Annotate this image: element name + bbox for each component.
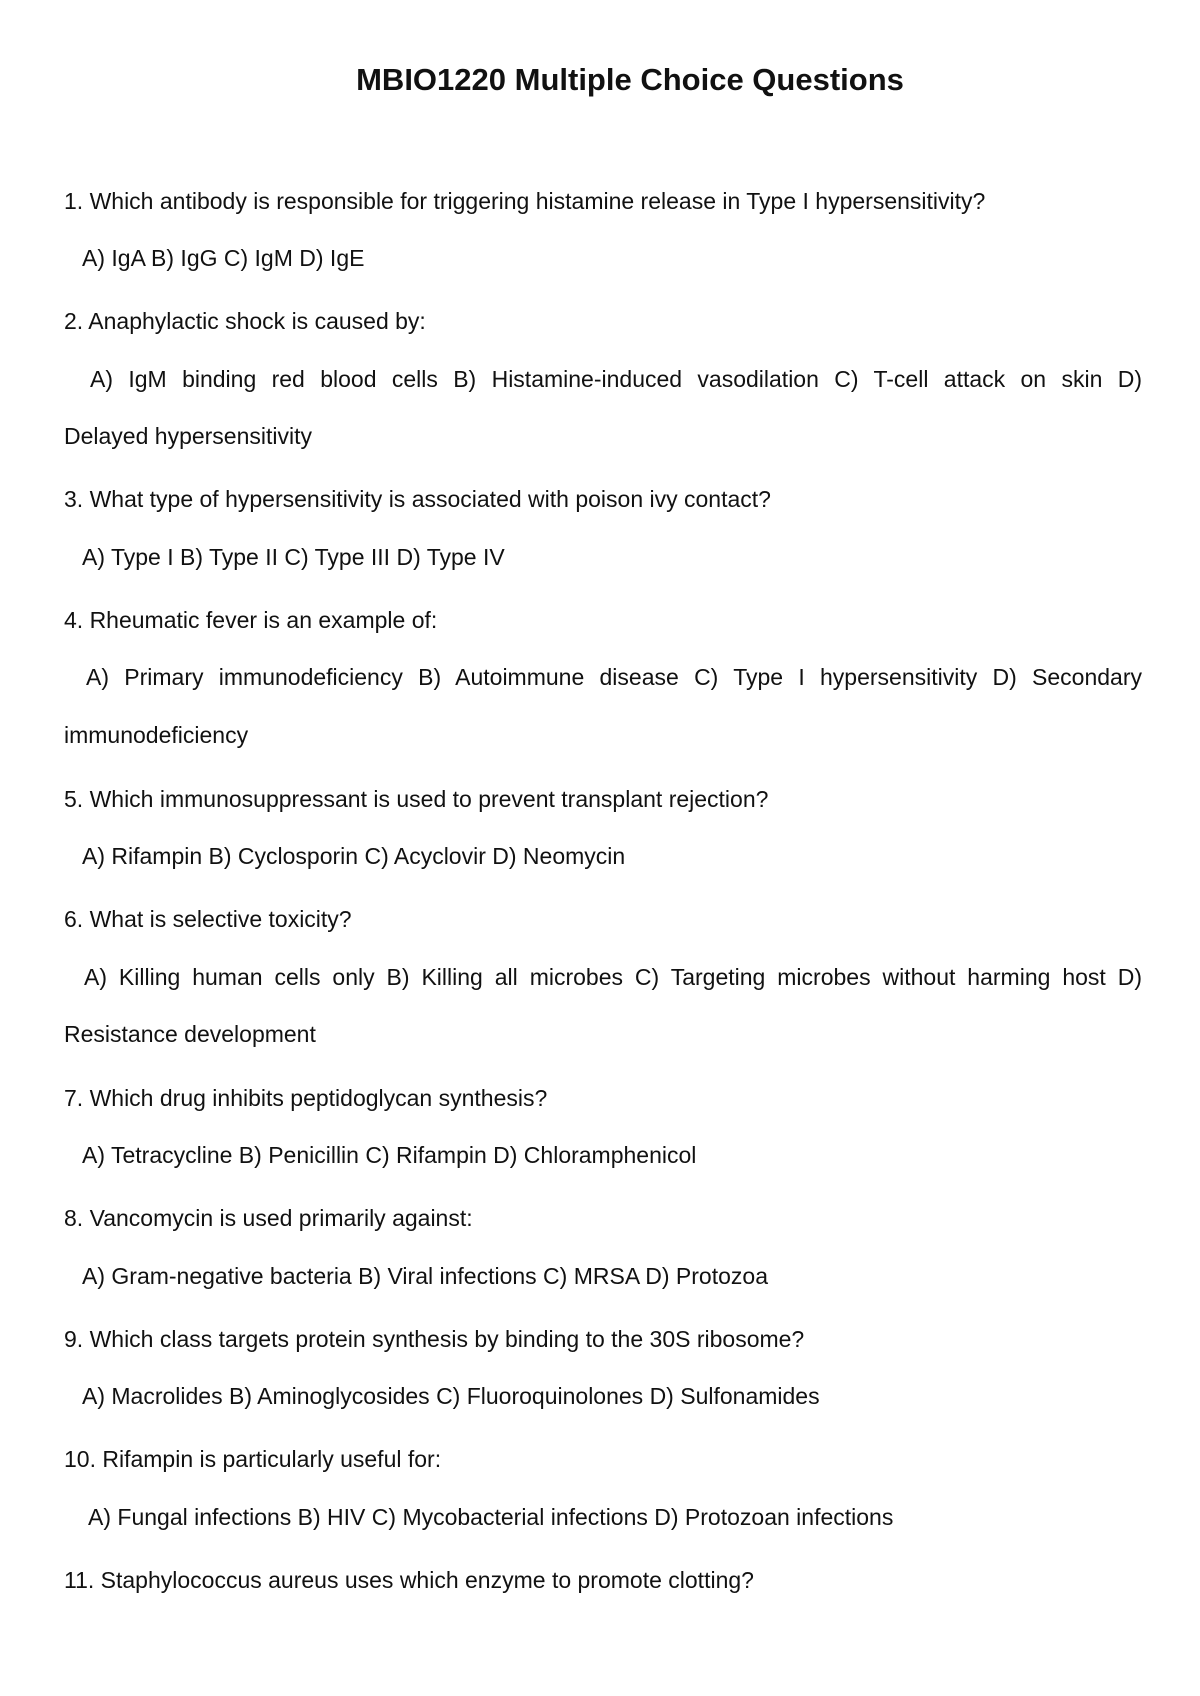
question-4: 4. Rheumatic fever is an example of: bbox=[64, 607, 438, 633]
question-4-options: A) Primary immunodeficiency B) Autoimmune disease C) Type I hypersensitivity D) Secondary bbox=[86, 664, 1142, 690]
question-8-options: A) Gram-negative bacteria B) Viral infections C) MRSA D) Protozoa bbox=[82, 1263, 768, 1289]
question-7-options: A) Tetracycline B) Penicillin C) Rifampin D) Chloramphenicol bbox=[82, 1142, 697, 1168]
question-4-options-continued: immunodeficiency bbox=[64, 722, 249, 748]
question-1: 1. Which antibody is responsible for triggering histamine release in Type I hypersensitivity? bbox=[64, 188, 986, 214]
question-11: 11. Staphylococcus aureus uses which enzyme to promote clotting? bbox=[64, 1567, 754, 1593]
question-9-options: A) Macrolides B) Aminoglycosides C) Fluoroquinolones D) Sulfonamides bbox=[82, 1383, 820, 1409]
question-2: 2. Anaphylactic shock is caused by: bbox=[64, 308, 426, 334]
question-1-options: A) IgA B) IgG C) IgM D) IgE bbox=[82, 245, 365, 271]
question-2-options-continued: Delayed hypersensitivity bbox=[64, 423, 313, 449]
question-3: 3. What type of hypersensitivity is associated with poison ivy contact? bbox=[64, 486, 771, 512]
question-6-options: A) Killing human cells only B) Killing all microbes C) Targeting microbes without harming host D) bbox=[84, 964, 1142, 990]
question-3-options: A) Type I B) Type II C) Type III D) Type IV bbox=[82, 544, 505, 570]
question-7: 7. Which drug inhibits peptidoglycan synthesis? bbox=[64, 1085, 548, 1111]
question-5: 5. Which immunosuppressant is used to prevent transplant rejection? bbox=[64, 786, 769, 812]
question-5-options: A) Rifampin B) Cyclosporin C) Acyclovir D) Neomycin bbox=[82, 843, 626, 869]
question-9: 9. Which class targets protein synthesis by binding to the 30S ribosome? bbox=[64, 1326, 805, 1352]
question-6-options-continued: Resistance development bbox=[64, 1021, 316, 1047]
question-8: 8. Vancomycin is used primarily against: bbox=[64, 1205, 473, 1231]
page-title: MBIO1220 Multiple Choice Questions bbox=[356, 62, 904, 97]
question-10-options: A) Fungal infections B) HIV C) Mycobacterial infections D) Protozoan infections bbox=[88, 1504, 894, 1530]
question-2-options: A) IgM binding red blood cells B) Histamine-induced vasodilation C) T-cell attack on skin D) bbox=[90, 366, 1142, 392]
question-10: 10. Rifampin is particularly useful for: bbox=[64, 1446, 442, 1472]
question-6: 6. What is selective toxicity? bbox=[64, 906, 352, 932]
